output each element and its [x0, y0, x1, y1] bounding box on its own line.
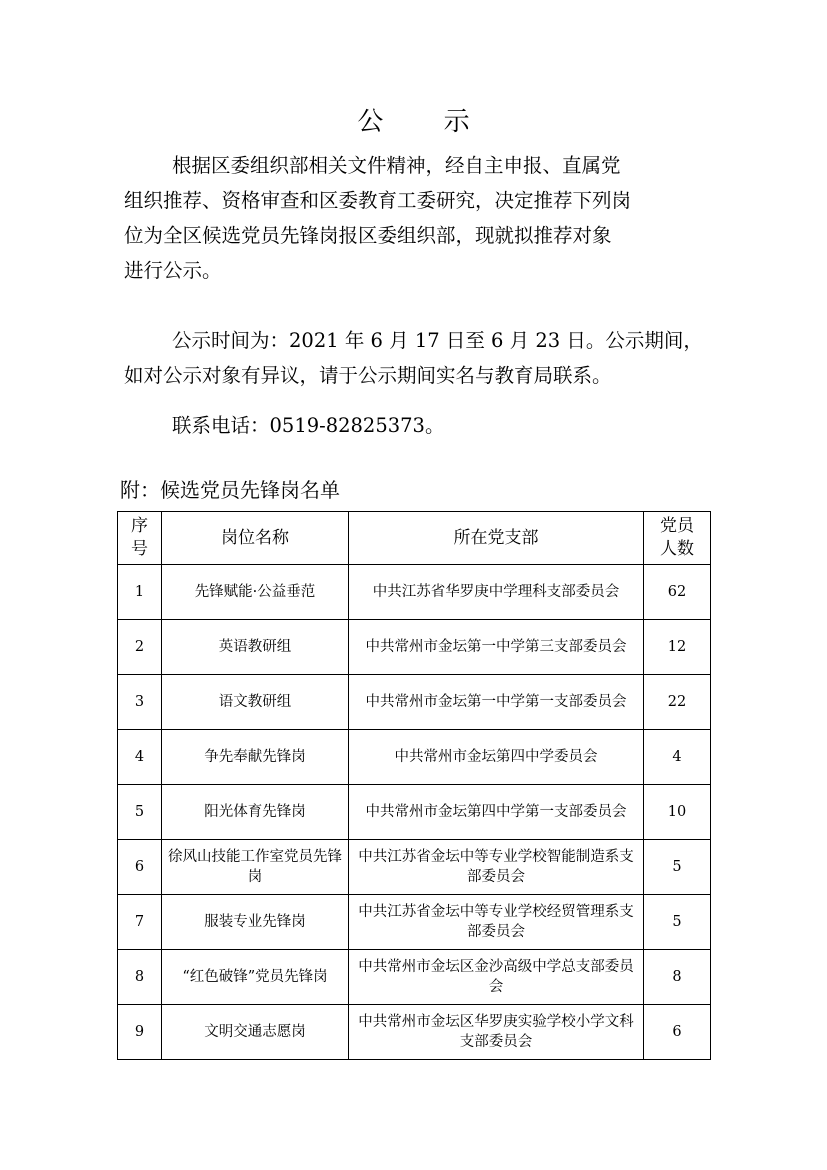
paragraph-line: 如对公示对象有异议，请于公示期间实名与教育局联系。 — [124, 364, 612, 387]
paragraph-line: 公示时间为：2021 年 6 月 17 日至 6 月 23 日。公示期间， — [172, 329, 703, 352]
contact-phone: 联系电话：0519-82825373。 — [172, 414, 445, 437]
header-branch: 所在党支部 — [349, 512, 644, 565]
table-row — [118, 565, 711, 620]
cell-branch: 中共常州市金坛区华罗庚实验学校小学文科支部委员会 — [349, 1005, 644, 1060]
cell-branch: 中共常州市金坛第一中学第一支部委员会 — [349, 675, 644, 730]
table-header-row — [118, 512, 711, 565]
paragraph-line: 组织推荐、资格审查和区委教育工委研究，决定推荐下列岗 — [124, 189, 632, 212]
header-index: 序 号 — [118, 512, 162, 565]
table-row — [118, 620, 711, 675]
attachment-label: 附：候选党员先锋岗名单 — [120, 478, 340, 502]
table-row — [118, 950, 711, 1005]
page-title: 公 示 — [357, 107, 496, 137]
cell-index: 8 — [118, 950, 162, 1005]
cell-index: 6 — [118, 840, 162, 895]
cell-post: 语文教研组 — [162, 675, 349, 730]
paragraph-line: 进行公示。 — [124, 259, 222, 282]
cell-index: 3 — [118, 675, 162, 730]
intro-paragraph — [124, 148, 724, 288]
cell-index: 9 — [118, 1005, 162, 1060]
table-row — [118, 895, 711, 950]
candidate-table — [117, 511, 711, 1060]
cell-post: 英语教研组 — [162, 620, 349, 675]
cell-post: 阳光体育先锋岗 — [162, 785, 349, 840]
cell-index: 5 — [118, 785, 162, 840]
cell-branch: 中共常州市金坛第一中学第三支部委员会 — [349, 620, 644, 675]
cell-index: 7 — [118, 895, 162, 950]
cell-post: 先锋赋能·公益垂范 — [162, 565, 349, 620]
table-row — [118, 785, 711, 840]
cell-members: 6 — [644, 1005, 711, 1060]
cell-post: 服装专业先锋岗 — [162, 895, 349, 950]
cell-branch: 中共常州市金坛第四中学第一支部委员会 — [349, 785, 644, 840]
cell-members: 22 — [644, 675, 711, 730]
paragraph-line: 根据区委组织部相关文件精神，经自主申报、直属党 — [172, 154, 621, 177]
paragraph-line: 位为全区候选党员先锋岗报区委组织部，现就拟推荐对象 — [124, 224, 612, 247]
cell-members: 12 — [644, 620, 711, 675]
period-paragraph — [124, 323, 724, 393]
header-members: 党员 人数 — [644, 512, 711, 565]
cell-post: 徐风山技能工作室党员先锋岗 — [162, 840, 349, 895]
header-post: 岗位名称 — [162, 512, 349, 565]
cell-post: 争先奉献先锋岗 — [162, 730, 349, 785]
cell-members: 5 — [644, 895, 711, 950]
cell-post: 文明交通志愿岗 — [162, 1005, 349, 1060]
cell-branch: 中共江苏省金坛中等专业学校经贸管理系支部委员会 — [349, 895, 644, 950]
cell-branch: 中共常州市金坛区金沙高级中学总支部委员会 — [349, 950, 644, 1005]
cell-members: 8 — [644, 950, 711, 1005]
cell-branch: 中共江苏省金坛中等专业学校智能制造系支部委员会 — [349, 840, 644, 895]
contact-paragraph — [124, 408, 724, 443]
cell-members: 4 — [644, 730, 711, 785]
cell-branch: 中共常州市金坛第四中学委员会 — [349, 730, 644, 785]
table-row — [118, 1005, 711, 1060]
cell-post: “红色破锋”党员先锋岗 — [162, 950, 349, 1005]
cell-index: 4 — [118, 730, 162, 785]
cell-members: 5 — [644, 840, 711, 895]
cell-index: 2 — [118, 620, 162, 675]
cell-members: 62 — [644, 565, 711, 620]
cell-members: 10 — [644, 785, 711, 840]
cell-branch: 中共江苏省华罗庚中学理科支部委员会 — [349, 565, 644, 620]
table-row — [118, 840, 711, 895]
table-row — [118, 675, 711, 730]
cell-index: 1 — [118, 565, 162, 620]
table-row — [118, 730, 711, 785]
